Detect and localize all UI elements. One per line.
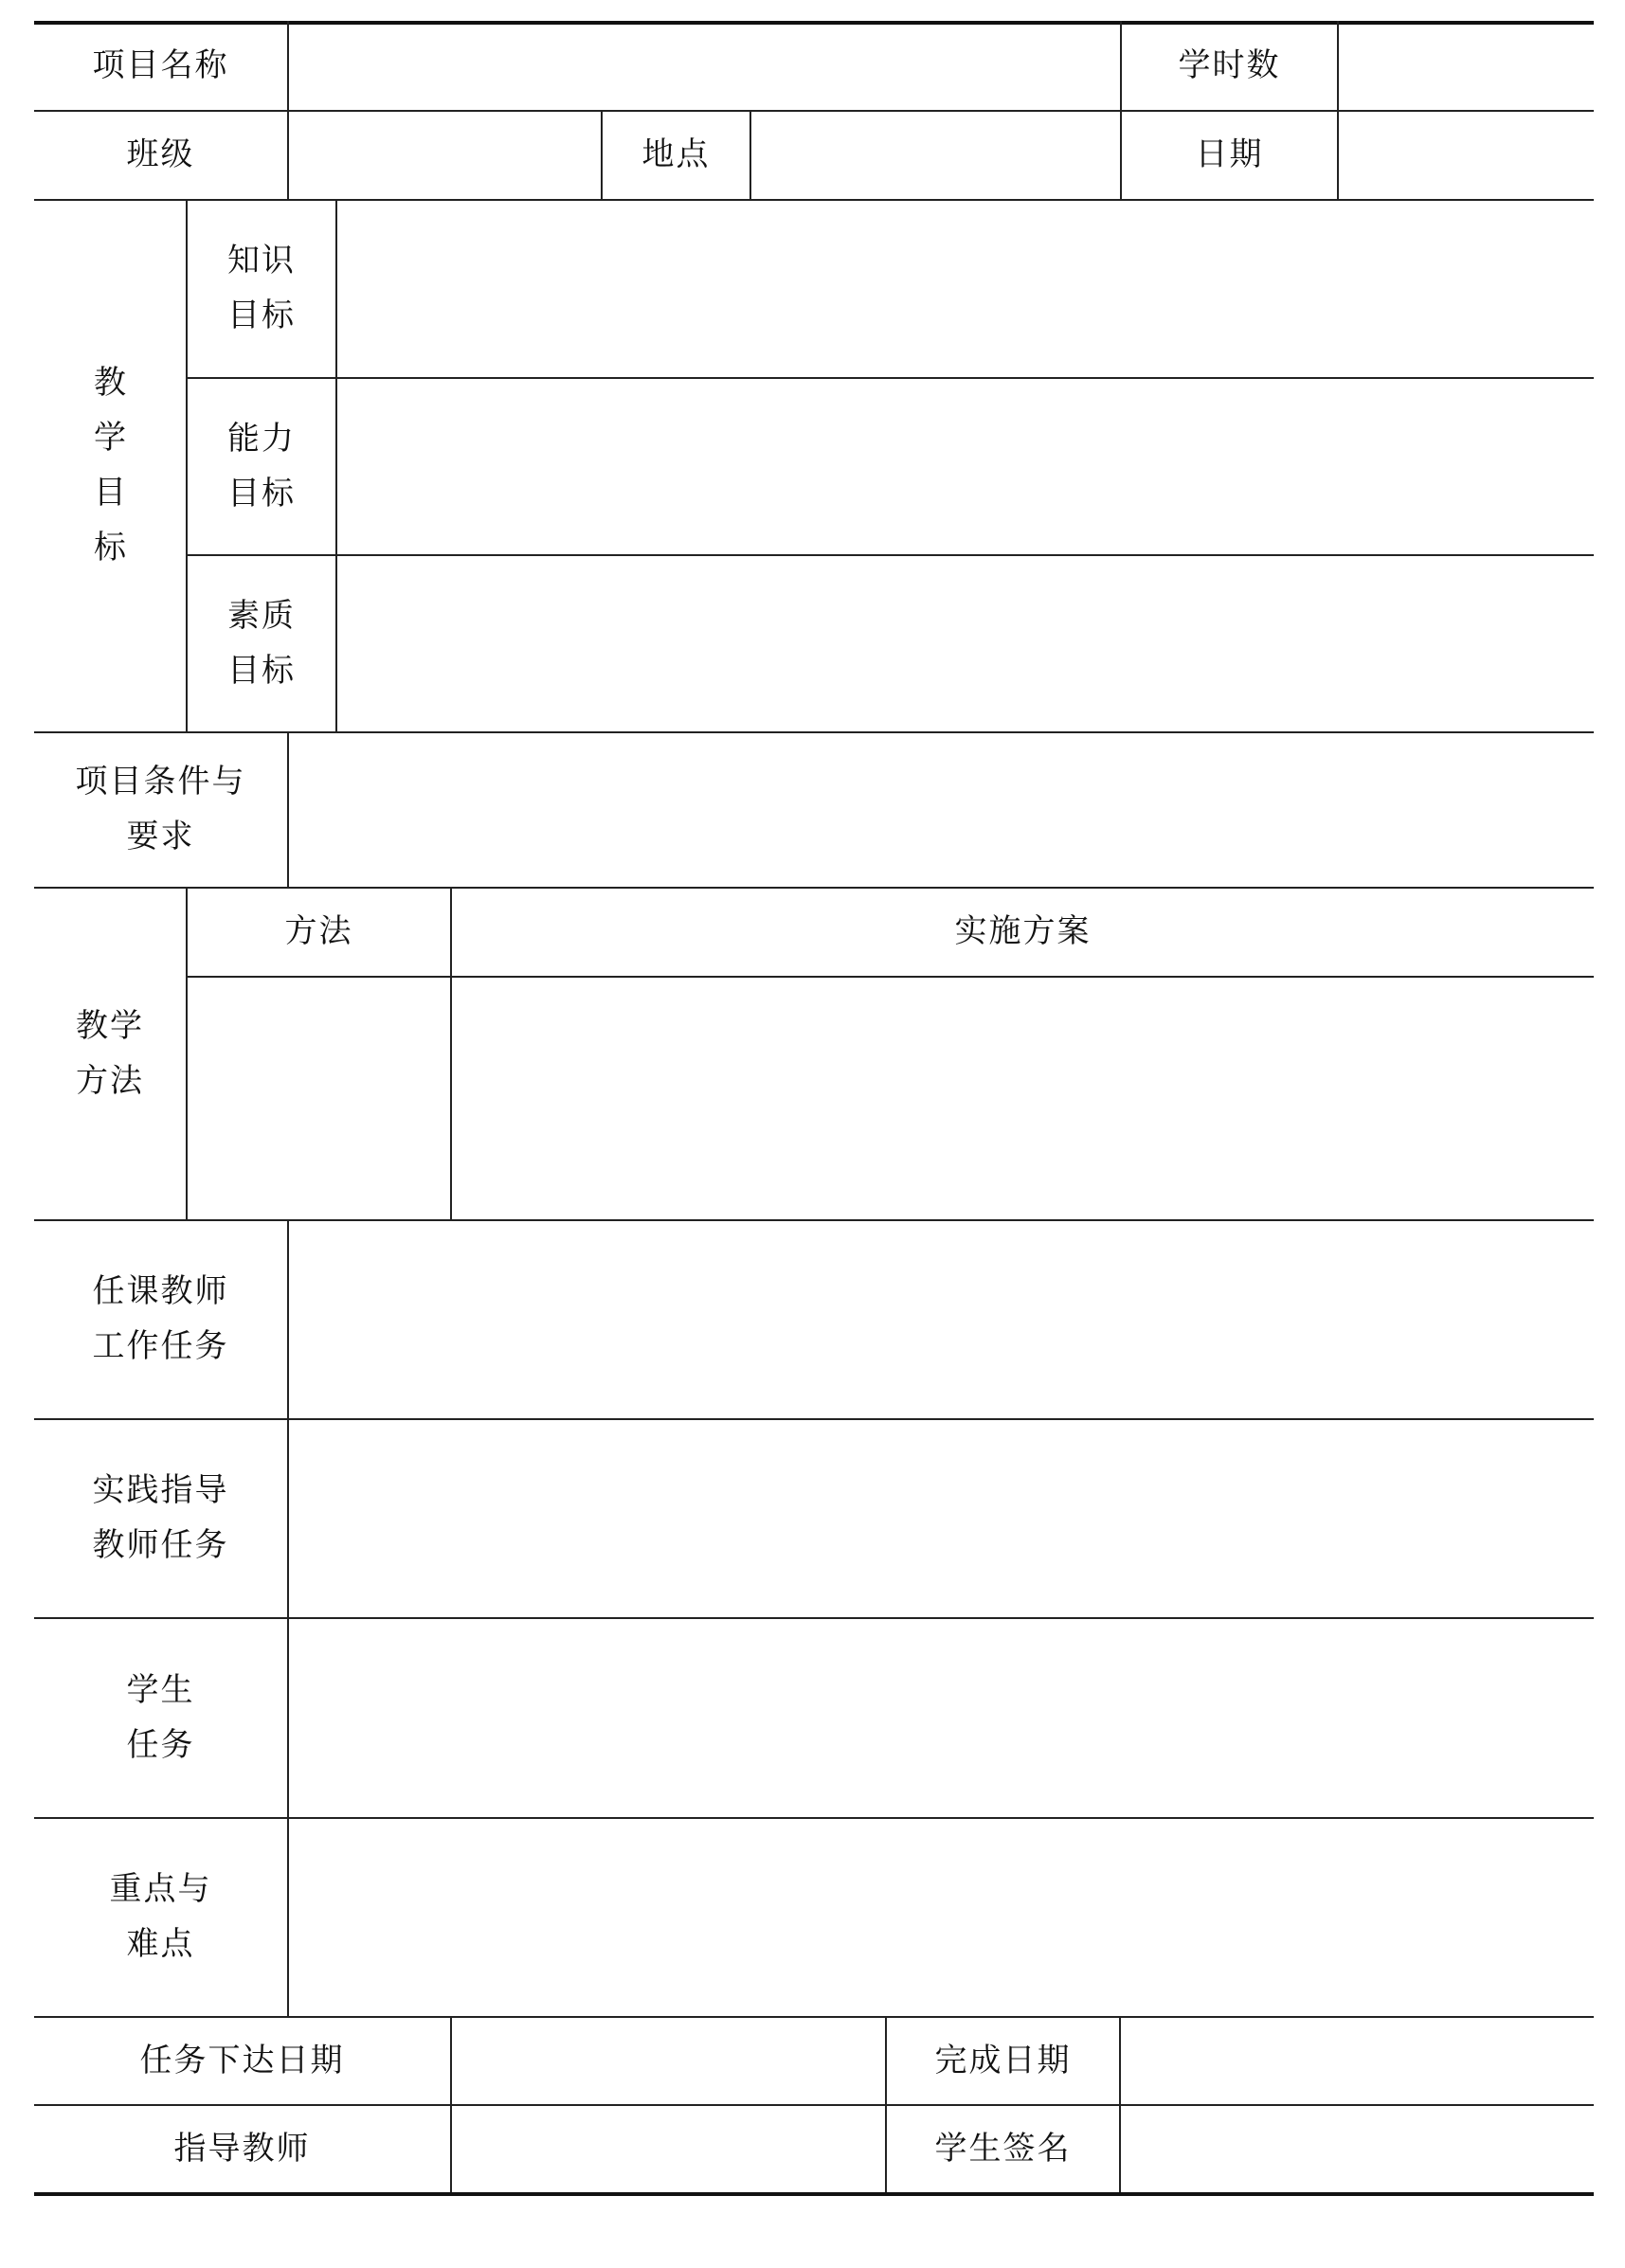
project-conditions-label: 项目条件与 要求 [75,763,246,855]
guide-teacher-label: 指导教师 [173,2129,311,2168]
plan-header: 实施方案 [954,912,1092,950]
key-points-field[interactable] [289,1817,1594,2016]
location-label: 地点 [641,135,711,173]
plan-field[interactable] [452,976,1594,1219]
class-label: 班级 [126,135,195,173]
knowledge-goal-label: 知识 目标 [227,242,296,334]
class-hours-label: 学时数 [1178,46,1281,84]
method-header: 方法 [284,912,353,950]
class-hours-field[interactable] [1339,21,1594,110]
finish-date-label: 完成日期 [934,2041,1072,2079]
location-field[interactable] [751,110,1120,199]
project-name-field[interactable] [289,21,1120,110]
teaching-methods-label: 教学 方法 [76,1006,144,1100]
quality-goal-field[interactable] [337,554,1594,731]
ability-goal-field[interactable] [337,377,1594,554]
key-points-label: 重点与 难点 [109,1870,212,1963]
knowledge-goal-field[interactable] [337,199,1594,377]
method-field[interactable] [188,976,450,1219]
student-sign-field[interactable] [1121,2104,1594,2192]
assign-date-field[interactable] [452,2016,885,2104]
student-tasks-field[interactable] [289,1617,1594,1817]
table-bottom-border [34,2192,1594,2196]
guide-teacher-field[interactable] [452,2104,885,2192]
project-conditions-field[interactable] [289,731,1594,887]
student-sign-label: 学生签名 [934,2129,1072,2168]
teacher-tasks-label: 任课教师 工作任务 [92,1272,229,1365]
finish-date-field[interactable] [1121,2016,1594,2104]
assign-date-label: 任务下达日期 [139,2041,345,2079]
ability-goal-label: 能力 目标 [227,419,296,513]
practice-teacher-tasks-label: 实践指导 教师任务 [92,1471,229,1564]
student-tasks-label: 学生 任务 [126,1670,195,1764]
teaching-goals-label: 教 学 目 标 [94,364,126,567]
quality-goal-label: 素质 目标 [227,596,296,690]
class-field[interactable] [289,110,601,199]
date-field[interactable] [1339,110,1594,199]
teacher-tasks-field[interactable] [289,1219,1594,1418]
project-name-label: 项目名称 [92,46,229,84]
practice-teacher-tasks-field[interactable] [289,1418,1594,1617]
date-label: 日期 [1195,135,1264,173]
